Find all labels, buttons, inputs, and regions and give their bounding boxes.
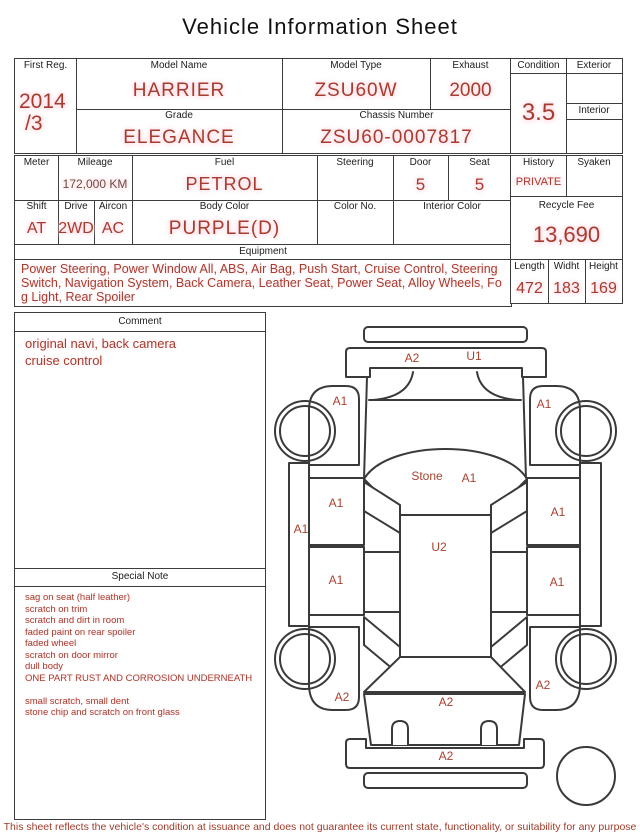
diagram-label-roof: U2 — [431, 540, 447, 554]
grade-value: ELEGANCE — [123, 127, 235, 149]
steering-value — [317, 169, 393, 200]
equipment-label: Equipment — [239, 245, 287, 257]
car-rocker-left — [289, 463, 309, 626]
meter-value — [15, 169, 58, 200]
details-table — [14, 155, 512, 307]
page-title: Vehicle Information Sheet — [182, 14, 458, 39]
diagram-label-windshield: A1 — [461, 471, 477, 485]
condition-table — [510, 58, 623, 154]
interior-label: Interior — [578, 105, 610, 116]
condition-label: Condition — [517, 60, 560, 71]
exterior-label: Exterior — [576, 60, 612, 71]
model-name-value: HARRIER — [132, 80, 226, 102]
history-label: History — [522, 156, 555, 168]
exterior-value — [566, 73, 622, 103]
first-reg-year: 2014 — [19, 89, 66, 113]
diagram-label-front-door-left: A1 — [328, 496, 344, 510]
equipment-text: Power Steering, Power Window All, ABS, Air Bag, Push Start, Cruise Control, Steering Switch, Navigation System, Back Camera, Leather Seat, Power Seat, Alloy Wheels, Fog Light, Rear Spoiler — [21, 262, 502, 304]
note-line: faded paint on rear spoiler — [25, 626, 136, 638]
color-no-value — [317, 214, 393, 244]
car-roof-edges — [400, 515, 491, 657]
model-type-value: ZSU60W — [314, 80, 398, 102]
diagram-label-rear-door-left: A1 — [328, 573, 344, 587]
shift-label: Shift — [26, 201, 47, 212]
car-rear-strip — [364, 773, 527, 788]
model-type-label: Model Type — [330, 60, 382, 71]
car-taillight-right — [481, 721, 497, 745]
aircon-value: AC — [101, 219, 125, 237]
shift-value: AT — [26, 219, 47, 237]
syaken-label: Syaken — [577, 156, 611, 168]
diagram-label-front-top: U1 — [466, 349, 482, 363]
comment-line: cruise control — [25, 353, 103, 368]
exhaust-label: Exhaust — [452, 60, 489, 71]
interior-color-value — [393, 214, 511, 244]
drive-label: Drive — [64, 201, 88, 212]
car-damage-diagram — [270, 315, 640, 810]
color-no-label: Color No. — [333, 201, 377, 212]
body-color-value: PURPLE(D) — [168, 218, 281, 240]
width-value: 183 — [553, 279, 580, 297]
drive-value: 2WD — [58, 219, 94, 237]
syaken-value — [566, 169, 622, 196]
fuel-label: Fuel — [214, 156, 235, 168]
note-line: faded wheel — [25, 638, 77, 649]
car-hood-edge-right — [523, 377, 526, 479]
disclaimer-text: This sheet reflects the vehicle's condition at issuance and does not guarantee its current state, functionality, or suitability for any purpose — [3, 821, 637, 833]
exhaust-value: 2000 — [449, 80, 492, 102]
diagram-label-front-fender-left: A1 — [332, 394, 348, 408]
door-value: 5 — [415, 174, 426, 194]
divider — [511, 196, 622, 197]
special-note-label: Special Note — [111, 571, 169, 582]
car-window-band-left — [364, 552, 400, 612]
car-headlight-right — [477, 372, 517, 400]
car-front-strip — [364, 327, 527, 342]
aircon-label: Aircon — [98, 201, 128, 212]
note-line: stone chip and scratch on front glass — [25, 707, 180, 718]
fuel-value: PETROL — [185, 174, 264, 195]
condition-value: 3.5 — [521, 99, 556, 127]
car-taillight-left — [392, 721, 408, 745]
diagram-label-rear-quarter-right: A2 — [535, 678, 551, 692]
diagram-label-front-bumper: A2 — [404, 351, 420, 365]
body-color-label: Body Color — [199, 201, 250, 212]
car-front-bumper — [346, 348, 546, 377]
divider — [15, 331, 265, 332]
recycle-fee-label: Recycle Fee — [538, 199, 595, 211]
car-headlight-left — [373, 372, 413, 400]
note-line: small scratch, small dent — [25, 695, 130, 707]
note-line: scratch on door mirror — [25, 649, 118, 661]
chassis-number-label: Chassis Number — [359, 110, 434, 121]
seat-label: Seat — [469, 156, 490, 168]
meter-label: Meter — [23, 156, 50, 168]
steering-label: Steering — [336, 156, 374, 168]
note-line: scratch and dirt in room — [25, 615, 125, 626]
comment-line: original navi, back camera — [25, 336, 177, 351]
history-value: PRIVATE — [515, 175, 562, 188]
note-line: ONE PART RUST AND CORROSION UNDERNEATH — [25, 672, 253, 684]
first-reg-month: /3 — [25, 112, 43, 135]
note-line: scratch on trim — [25, 603, 88, 615]
length-value: 472 — [516, 279, 543, 297]
height-value: 169 — [590, 279, 617, 297]
note-line — [15, 684, 265, 696]
grade-label: Grade — [165, 110, 193, 121]
recycle-fee-value: 13,690 — [532, 222, 601, 248]
spare-wheel — [557, 747, 615, 805]
length-label: Length — [514, 261, 545, 272]
diagram-label-front-fender-right: A1 — [536, 397, 552, 411]
comment-text — [15, 335, 265, 369]
car-rear-fender-right — [530, 627, 580, 710]
comment-label: Comment — [118, 316, 162, 327]
note-line: sag on seat (half leather) — [25, 592, 131, 603]
note-line: dull body — [25, 661, 64, 672]
mileage-value: 172,000 KM — [62, 177, 128, 192]
diagram-label-rear-quarter-left: A2 — [334, 690, 350, 704]
model-name-label: Model Name — [150, 60, 208, 71]
diagram-label-windshield-stone: Stone — [411, 469, 443, 483]
identity-table — [14, 58, 512, 154]
interior-value — [566, 119, 622, 153]
diagram-label-rocker-left: A1 — [293, 522, 309, 536]
mileage-label: Mileage — [77, 156, 113, 168]
diagram-label-front-door-right: A1 — [550, 505, 566, 519]
seat-value: 5 — [474, 174, 485, 194]
interior-color-label: Interior Color — [423, 201, 481, 212]
car-diagram-svg — [270, 315, 640, 810]
door-label: Door — [409, 156, 432, 168]
diagram-label-rear-door-right: A1 — [549, 575, 565, 589]
car-hood-edge-left — [364, 377, 367, 479]
special-note-text — [15, 592, 265, 719]
car-window-band-right — [491, 552, 527, 612]
width-label: Widht — [553, 261, 580, 272]
car-rocker-right — [580, 463, 601, 626]
diagram-label-rear-bumper: A2 — [438, 749, 454, 763]
height-label: Height — [589, 261, 618, 272]
comment-box — [14, 312, 266, 820]
diagram-label-tailgate: A2 — [438, 695, 454, 709]
history-table — [510, 155, 623, 304]
chassis-number-value: ZSU60-0007817 — [320, 127, 473, 149]
divider — [15, 586, 265, 587]
car-front-door-left — [309, 478, 364, 545]
first-reg-value — [19, 73, 76, 153]
first-reg-label: First Reg. — [23, 60, 68, 71]
